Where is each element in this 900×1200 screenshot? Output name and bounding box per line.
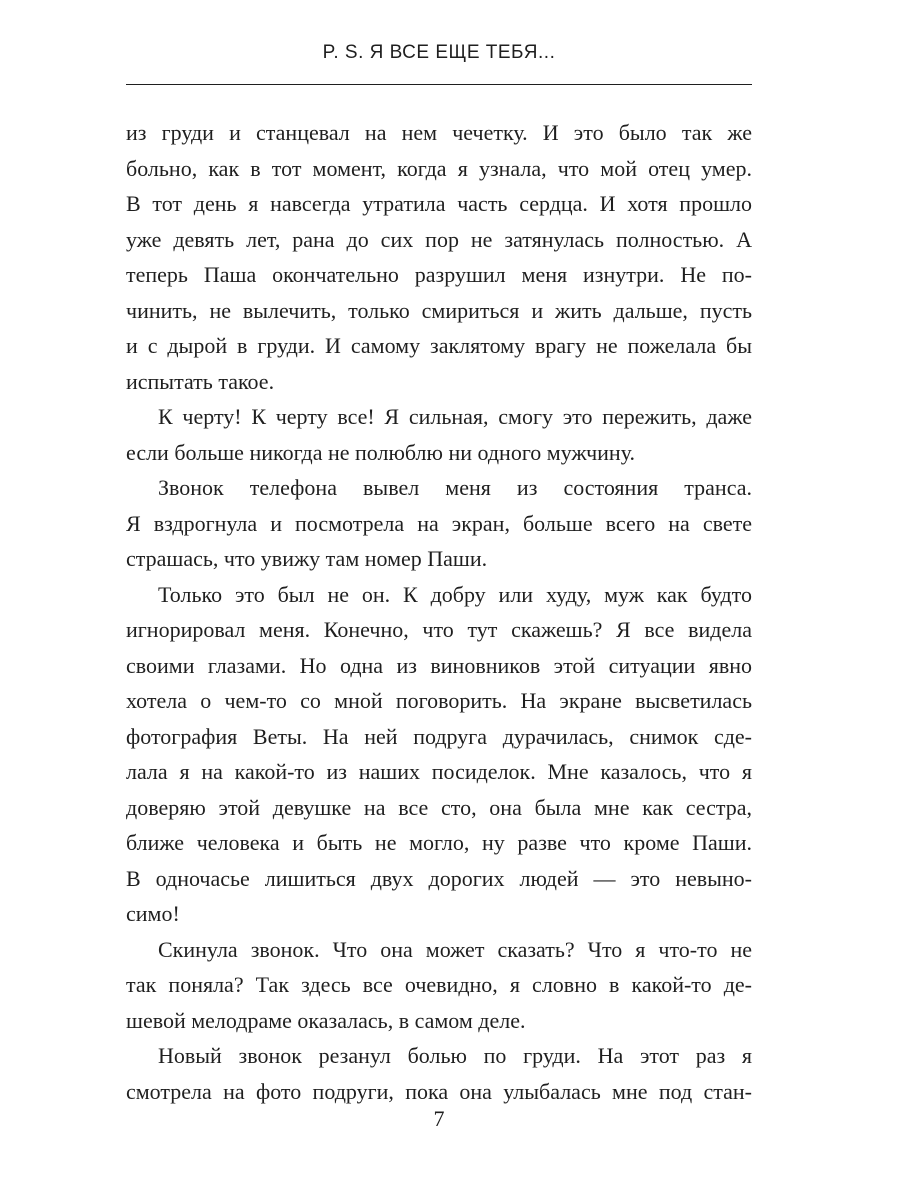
text-line: К черту! К черту все! Я сильная, смогу это пережить, даже bbox=[158, 404, 752, 429]
text-line: игнорировал меня. Конечно, что тут скажешь? Я все видела bbox=[126, 617, 752, 642]
text-line: Только это был не он. К добру или худу, муж как будто bbox=[158, 581, 752, 607]
paragraph-1 bbox=[126, 115, 752, 399]
text-line: своими глазами. Но одна из виновников этой ситуации явно bbox=[126, 652, 752, 678]
text-line: страшась, что увижу там номер Паши. bbox=[126, 546, 488, 571]
text-line: В одночасье лишиться двух дорогих людей — это невыно- bbox=[126, 865, 752, 891]
text-line: так поняла? Так здесь все очевидно, я словно в какой-то де- bbox=[126, 972, 752, 997]
header-rule bbox=[126, 84, 752, 85]
paragraph-5 bbox=[126, 932, 752, 1039]
text-line: фотография Веты. На ней подруга дурачилась, снимок сде- bbox=[126, 723, 752, 749]
text-line: теперь Паша окончательно разрушил меня изнутри. Не по- bbox=[126, 262, 752, 287]
body-text bbox=[126, 115, 752, 1109]
text-line: больно, как в тот момент, когда я узнала, что мой отец умер. bbox=[126, 155, 752, 181]
text-line: Новый звонок резанул болью по груди. На этот раз я bbox=[158, 1043, 752, 1068]
text-line: Я вздрогнула и посмотрела на экран, больше всего на свете bbox=[126, 510, 752, 536]
text-line: из груди и станцевал на нем чечетку. И это было так же bbox=[126, 120, 752, 145]
text-line: если больше никогда не полюблю ни одного мужчину. bbox=[126, 439, 635, 465]
text-line: смотрела на фото подруги, пока она улыбалась мне под стан- bbox=[126, 1078, 752, 1104]
text-line: симо! bbox=[126, 901, 180, 926]
paragraph-4 bbox=[126, 577, 752, 932]
text-line: лала я на какой-то из наших посиделок. Мне казалось, что я bbox=[126, 759, 752, 784]
running-title: P. S. Я ВСЕ ЕЩЕ ТЕБЯ... bbox=[322, 42, 556, 63]
text-line: шевой мелодраме оказалась, в самом деле. bbox=[126, 1007, 526, 1033]
text-line: Скинула звонок. Что она может сказать? Что я что-то не bbox=[158, 936, 752, 962]
text-line: Звонок телефона вывел меня из состояния транса. bbox=[158, 475, 752, 500]
text-line: В тот день я навсегда утратила часть сердца. И хотя прошло bbox=[126, 191, 752, 216]
paragraph-3 bbox=[126, 470, 752, 577]
text-line: уже девять лет, рана до сих пор не затянулась полностью. А bbox=[126, 226, 752, 252]
text-line: и с дырой в груди. И самому заклятому врагу не пожелала бы bbox=[126, 333, 752, 358]
page-number: 7 bbox=[433, 1106, 445, 1131]
text-line: испытать такое. bbox=[126, 368, 275, 394]
paragraph-6 bbox=[126, 1038, 752, 1109]
text-line: ближе человека и быть не могло, ну разве что кроме Паши. bbox=[126, 830, 752, 855]
paragraph-2 bbox=[126, 399, 752, 470]
text-line: чинить, не вылечить, только смириться и жить дальше, пусть bbox=[126, 297, 752, 323]
text-line: доверяю этой девушке на все сто, она была мне как сестра, bbox=[126, 794, 752, 820]
text-line: хотела о чем-то со мной поговорить. На экране высветилась bbox=[126, 688, 752, 713]
